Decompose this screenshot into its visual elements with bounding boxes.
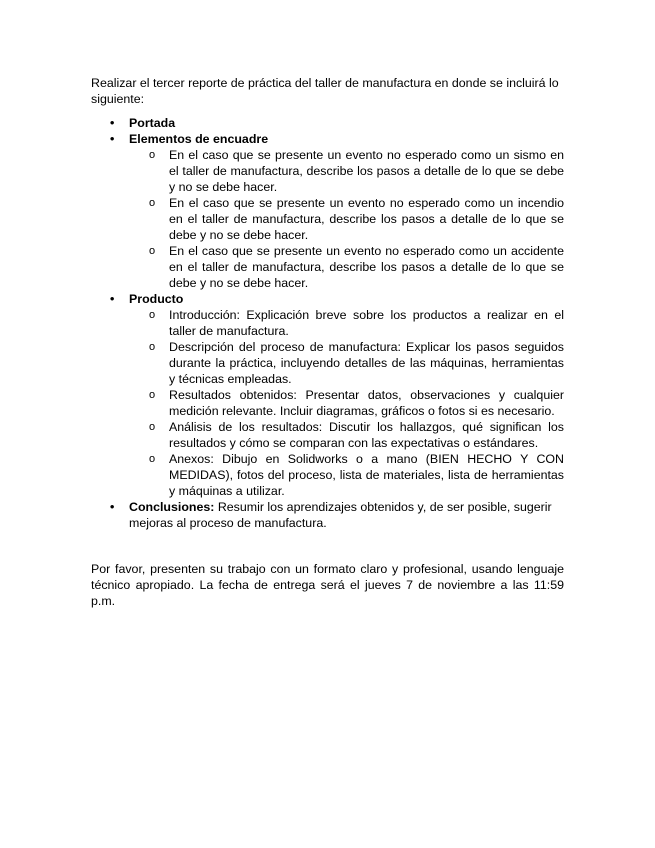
encuadre-title: Elementos de encuadre bbox=[129, 132, 269, 146]
footer-paragraph: Por favor, presenten su trabajo con un formato claro y profesional, usando lenguaje técnico apropiado. La fecha de entrega será el jueves 7 de noviembre a las 11:59 p.m. bbox=[91, 562, 564, 608]
sub-list-item bbox=[129, 387, 564, 419]
producto-title: Producto bbox=[129, 292, 184, 306]
sub-item-text: En el caso que se presente un evento no esperado como un sismo en el taller de manufactura, describe los pasos a detalle de lo que se debe y no se debe hacer. bbox=[169, 148, 564, 194]
sub-bullet-icon: o bbox=[149, 245, 156, 257]
list-item-encuadre bbox=[91, 131, 564, 291]
sub-bullet-icon: o bbox=[149, 197, 156, 209]
bullet-icon: • bbox=[110, 116, 115, 130]
portada-title: Portada bbox=[129, 116, 176, 130]
sub-list-item bbox=[129, 339, 564, 387]
bullet-icon: • bbox=[110, 500, 115, 514]
sub-bullet-icon: o bbox=[149, 309, 156, 321]
producto-sublist bbox=[129, 307, 564, 499]
sub-item-text: Introducción: Explicación breve sobre los productos a realizar en el taller de manufactura. bbox=[169, 308, 564, 338]
intro-paragraph: Realizar el tercer reporte de práctica del taller de manufactura en donde se incluirá lo siguiente: bbox=[91, 76, 559, 106]
sub-bullet-icon: o bbox=[149, 341, 156, 353]
sub-bullet-icon: o bbox=[149, 453, 156, 465]
list-item-conclusiones bbox=[91, 499, 564, 531]
conclusiones-title: Conclusiones: bbox=[129, 500, 215, 514]
sub-bullet-icon: o bbox=[149, 421, 156, 433]
sub-item-text: En el caso que se presente un evento no esperado como un accidente en el taller de manufactura, describe los pasos a detalle de lo que se debe y no se debe hacer. bbox=[169, 244, 564, 290]
sub-bullet-icon: o bbox=[149, 389, 156, 401]
list-item-portada bbox=[91, 115, 564, 131]
sub-list-item bbox=[129, 195, 564, 243]
main-list bbox=[91, 115, 564, 531]
sub-list-item bbox=[129, 307, 564, 339]
document-page bbox=[91, 75, 564, 609]
sub-list-item bbox=[129, 147, 564, 195]
list-item-producto bbox=[91, 291, 564, 499]
sub-item-text: Análisis de los resultados: Discutir los hallazgos, qué significan los resultados y cómo se comparan con las expectativas o estándares. bbox=[169, 420, 564, 450]
sub-item-text: Anexos: Dibujo en Solidworks o a mano (BIEN HECHO Y CON MEDIDAS), fotos del proceso, lista de materiales, lista de herramientas y máquinas a utilizar. bbox=[169, 452, 564, 498]
sub-list-item bbox=[129, 419, 564, 451]
bullet-icon: • bbox=[110, 132, 115, 146]
bullet-icon: • bbox=[110, 292, 115, 306]
sub-item-text: Resultados obtenidos: Presentar datos, observaciones y cualquier medición relevante. Incluir diagramas, gráficos o fotos si es necesario. bbox=[169, 388, 564, 418]
encuadre-sublist bbox=[129, 147, 564, 291]
sub-bullet-icon: o bbox=[149, 149, 156, 161]
conclusiones-text: Resumir los aprendizajes obtenidos y, de ser posible, sugerir mejoras al proceso de manufactura. bbox=[129, 500, 552, 530]
sub-list-item bbox=[129, 451, 564, 499]
sub-item-text: En el caso que se presente un evento no esperado como un incendio en el taller de manufactura, describe los pasos a detalle de lo que se debe y no se debe hacer. bbox=[169, 196, 564, 242]
sub-list-item bbox=[129, 243, 564, 291]
sub-item-text: Descripción del proceso de manufactura: Explicar los pasos seguidos durante la práctica, incluyendo detalles de las máquinas, herramientas y técnicas empleadas. bbox=[169, 340, 564, 386]
